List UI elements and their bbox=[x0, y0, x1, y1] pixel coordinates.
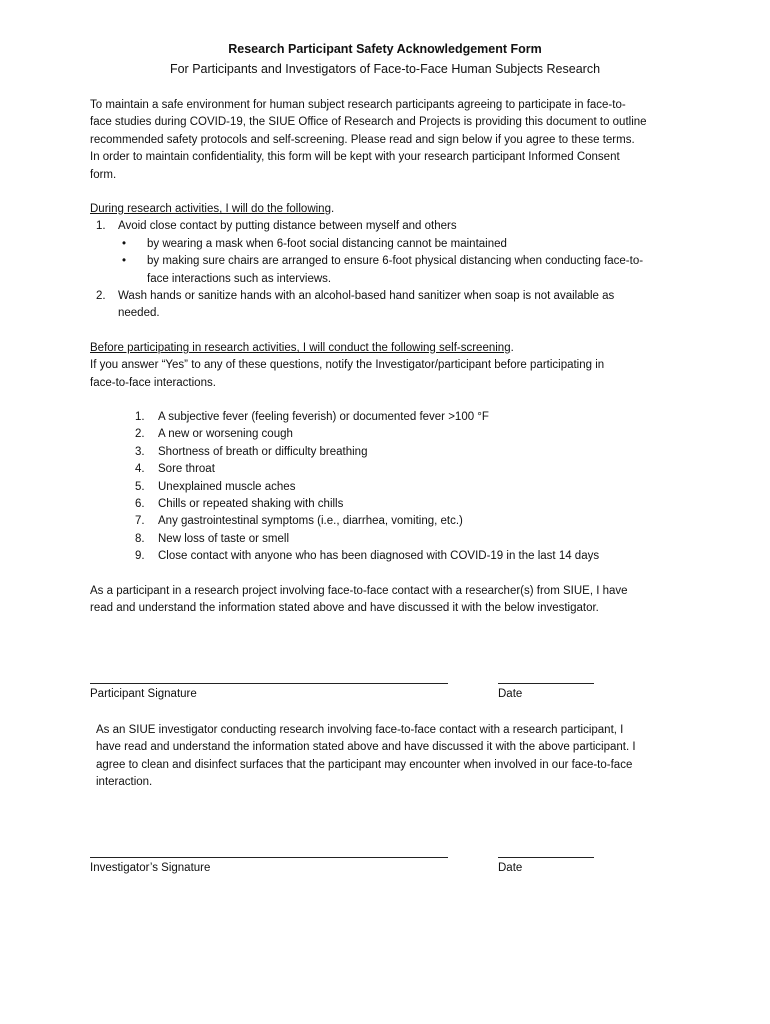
symptom-number: 5. bbox=[135, 480, 145, 493]
list-item-text: Wash hands or sanitize hands with an alcohol-based hand sanitizer when soap is not available as bbox=[118, 290, 615, 303]
symptom-item bbox=[135, 496, 695, 513]
symptom-item bbox=[135, 409, 695, 426]
symptom-item bbox=[135, 444, 695, 461]
symptom-item bbox=[135, 479, 695, 496]
participant-signature-line[interactable] bbox=[90, 683, 448, 684]
screening-section bbox=[90, 340, 700, 392]
bullet-text: by making sure chairs are arranged to ensure 6-foot physical distancing when conducting face-to- bbox=[147, 255, 644, 268]
symptom-number: 3. bbox=[135, 445, 145, 458]
activities-section bbox=[90, 201, 700, 323]
symptom-item bbox=[135, 426, 695, 443]
list-item bbox=[90, 288, 700, 323]
screening-instructions-line: face-to-face interactions. bbox=[90, 376, 216, 389]
symptom-number: 9. bbox=[135, 550, 145, 563]
investigator-date-line[interactable] bbox=[498, 857, 594, 858]
symptom-item bbox=[135, 461, 695, 478]
participant-date-line[interactable] bbox=[498, 683, 594, 684]
investigator-signature-label: Investigator’s Signature bbox=[90, 862, 211, 874]
statement-line: read and understand the information stated above and have discussed it with the below investigator. bbox=[90, 602, 599, 615]
statement-line: As a participant in a research project involving face-to-face contact with a researcher(s) from SIUE, I have bbox=[90, 585, 628, 597]
symptom-number: 2. bbox=[135, 428, 145, 441]
symptom-item bbox=[135, 548, 695, 565]
bullet-text: by wearing a mask when 6-foot social distancing cannot be maintained bbox=[147, 237, 507, 250]
intro-line: In order to maintain confidentiality, this form will be kept with your research participant Informed Consent bbox=[90, 151, 620, 164]
intro-line: face studies during COVID-19, the SIUE Office of Research and Projects is providing this document to outline bbox=[90, 116, 647, 129]
symptom-text: Chills or repeated shaking with chills bbox=[158, 498, 344, 511]
intro-line: To maintain a safe environment for human subject research participants agreeing to participate in face-to- bbox=[90, 99, 626, 111]
symptom-number: 8. bbox=[135, 532, 145, 545]
symptom-text: Shortness of breath or difficulty breathing bbox=[158, 445, 368, 458]
statement-line: As an SIUE investigator conducting research involving face-to-face contact with a research participant, I bbox=[96, 724, 624, 736]
symptom-number: 7. bbox=[135, 515, 145, 528]
symptom-text: Any gastrointestinal symptoms (i.e., diarrhea, vomiting, etc.) bbox=[158, 515, 463, 528]
bullet-icon: • bbox=[122, 255, 127, 268]
symptom-text: Sore throat bbox=[158, 463, 215, 476]
activities-heading-text: During research activities, I will do the following bbox=[90, 203, 331, 215]
list-number: 2. bbox=[96, 290, 106, 303]
screening-heading bbox=[90, 340, 700, 357]
symptom-number: 4. bbox=[135, 463, 145, 476]
participant-statement bbox=[90, 583, 700, 618]
screening-heading-period: . bbox=[510, 342, 514, 354]
intro-paragraph bbox=[90, 97, 700, 184]
statement-line: interaction. bbox=[96, 776, 153, 789]
intro-line: recommended safety protocols and self-screening. Please read and sign below if you agree to these terms. bbox=[90, 133, 635, 146]
participant-signature-label: Participant Signature bbox=[90, 688, 197, 700]
participant-date-label: Date bbox=[498, 688, 523, 700]
activities-heading-period: . bbox=[330, 203, 335, 215]
investigator-signature-line[interactable] bbox=[90, 857, 448, 858]
statement-line: have read and understand the information stated above and have discussed it with the above participant. I bbox=[96, 741, 636, 754]
intro-line: form. bbox=[90, 168, 117, 181]
screening-heading-text: Before participating in research activities, I will conduct the following self-screening bbox=[90, 342, 511, 354]
investigator-date-label: Date bbox=[498, 862, 523, 874]
screening-instructions-line: If you answer “Yes” to any of these questions, notify the Investigator/participant before participating in bbox=[90, 359, 605, 372]
bullet-item bbox=[90, 236, 700, 253]
activities-list bbox=[90, 218, 700, 322]
bullet-text: face interactions such as interviews. bbox=[147, 272, 332, 285]
symptom-number: 1. bbox=[135, 411, 145, 423]
activities-heading bbox=[90, 201, 700, 218]
symptom-text: Close contact with anyone who has been diagnosed with COVID-19 in the last 14 days bbox=[158, 550, 600, 563]
bullet-item bbox=[90, 253, 700, 288]
symptom-item bbox=[135, 531, 695, 548]
list-item-text: needed. bbox=[118, 307, 160, 320]
form-title: Research Participant Safety Acknowledgement Form bbox=[228, 42, 542, 56]
symptom-text: New loss of taste or smell bbox=[158, 532, 290, 545]
bullet-icon: • bbox=[122, 237, 127, 250]
form-subtitle: For Participants and Investigators of Face-to-Face Human Subjects Research bbox=[169, 62, 601, 76]
symptom-number: 6. bbox=[135, 498, 145, 511]
list-item-text: Avoid close contact by putting distance between myself and others bbox=[118, 220, 457, 233]
symptom-text: Unexplained muscle aches bbox=[158, 480, 296, 493]
symptom-text: A subjective fever (feeling feverish) or documented fever >100 °F bbox=[158, 411, 489, 423]
symptom-list bbox=[135, 409, 695, 566]
investigator-statement bbox=[96, 722, 708, 792]
list-item bbox=[90, 218, 700, 235]
statement-line: agree to clean and disinfect surfaces that the participant may encounter when involved in our face-to-face bbox=[96, 758, 633, 771]
symptom-text: A new or worsening cough bbox=[158, 428, 293, 441]
symptom-item bbox=[135, 513, 695, 530]
list-number: 1. bbox=[96, 220, 106, 233]
